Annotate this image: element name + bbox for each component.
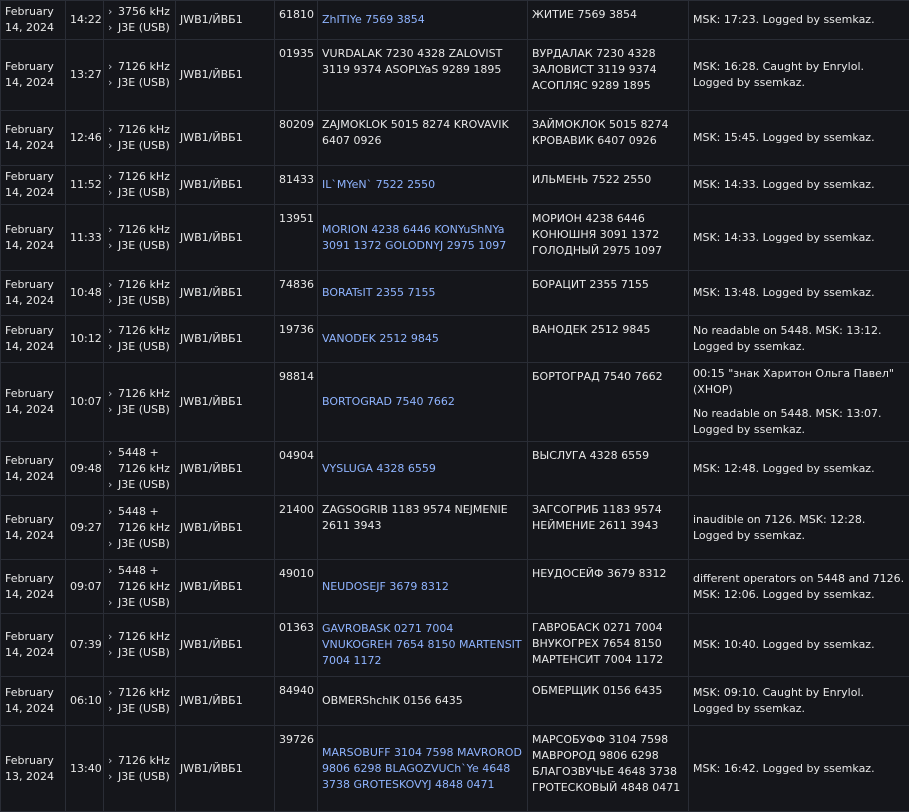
- frequency-line: [108, 339, 171, 355]
- message-link[interactable]: MORION 4238 6446 KONYuShNYa 3091 1372 GOLODNYJ 2975 1097: [322, 222, 507, 252]
- frequency-text: J3E (USB): [118, 769, 170, 783]
- comment-text: MSK: 15:45. Logged by ssemkaz.: [693, 131, 875, 144]
- date-cell: February 13, 2024: [1, 726, 66, 812]
- chevron-right-icon: ›: [108, 76, 113, 89]
- comment-text: No readable on 5448. MSK: 13:07. Logged by ssemkaz.: [693, 407, 882, 436]
- chevron-right-icon: ›: [108, 21, 113, 34]
- frequency-line: [108, 222, 171, 238]
- table-row: [1, 363, 909, 442]
- chevron-right-icon: ›: [108, 340, 113, 353]
- cyrillic-cell: ВАНОДЕК 2512 9845: [528, 316, 689, 363]
- comment-text: MSK: 16:42. Logged by ssemkaz.: [693, 761, 875, 775]
- comments-cell: [689, 111, 909, 166]
- chevron-right-icon: ›: [108, 769, 113, 783]
- date-cell: February 14, 2024: [1, 496, 66, 560]
- table-row: [1, 560, 909, 614]
- date-cell: February 14, 2024: [1, 40, 66, 111]
- frequency-text: J3E (USB): [118, 477, 170, 491]
- comment-text: MSK: 14:33. Logged by ssemkaz.: [693, 178, 875, 191]
- frequency-cell: [104, 677, 176, 726]
- time-cell: 07:39: [66, 614, 104, 677]
- frequency-text: 5448 +: [118, 563, 159, 577]
- frequency-cell: [104, 363, 176, 442]
- cyrillic-cell: ГАВРОБАСК 0271 7004 ВНУКОГРЕХ 7654 8150 МАРТЕНСИТ 7004 1172: [528, 614, 689, 677]
- frequency-line: [108, 4, 171, 20]
- comment-text: MSK: 16:28. Caught by Enrylol. Logged by ssemkaz.: [693, 60, 865, 89]
- group-cell: 98814: [275, 363, 318, 442]
- date-cell: February 14, 2024: [1, 205, 66, 271]
- comment-text: MSK: 10:40. Logged by ssemkaz.: [693, 638, 875, 651]
- date-cell: February 14, 2024: [1, 316, 66, 363]
- frequency-text: J3E (USB): [118, 646, 170, 659]
- date-cell: February 14, 2024: [1, 677, 66, 726]
- frequency-line: [108, 520, 171, 536]
- callsign-cell: JWB1/ЙВБ1: [176, 614, 275, 677]
- chevron-right-icon: ›: [108, 630, 113, 643]
- callsign-cell: JWB1/ЙВБ1: [176, 40, 275, 111]
- time-cell: 09:07: [66, 560, 104, 614]
- comments-cell: [689, 496, 909, 560]
- group-cell: 21400: [275, 496, 318, 560]
- frequency-text: J3E (USB): [118, 186, 170, 199]
- table-row: [1, 1, 909, 40]
- chevron-right-icon: ›: [108, 278, 113, 291]
- message-text: ZAJMOKLOK 5015 8274 KROVAVIK 6407 0926: [322, 118, 509, 147]
- table-row: [1, 111, 909, 166]
- table-row: [1, 166, 909, 205]
- comments-cell: [689, 205, 909, 271]
- chevron-right-icon: ›: [108, 294, 113, 307]
- callsign-cell: JWB1/ЙВБ1: [176, 726, 275, 812]
- frequency-cell: [104, 614, 176, 677]
- time-cell: 11:33: [66, 205, 104, 271]
- message-cell: [318, 560, 528, 614]
- chevron-right-icon: ›: [108, 186, 113, 199]
- message-cell: [318, 442, 528, 496]
- frequency-text: 7126 kHz: [118, 60, 170, 73]
- callsign-cell: JWB1/ЙВБ1: [176, 560, 275, 614]
- message-cell: [318, 496, 528, 560]
- frequency-text: 7126 kHz: [118, 686, 170, 699]
- frequency-text: 7126 kHz: [118, 630, 170, 643]
- comments-cell: [689, 316, 909, 363]
- time-cell: 10:12: [66, 316, 104, 363]
- time-cell: 09:27: [66, 496, 104, 560]
- frequency-line: [108, 595, 171, 611]
- comments-cell: [689, 363, 909, 442]
- frequency-text: J3E (USB): [118, 536, 170, 550]
- chevron-right-icon: ›: [108, 536, 113, 550]
- frequency-cell: [104, 726, 176, 812]
- frequency-line: [108, 685, 171, 701]
- message-cell: [318, 363, 528, 442]
- comment-text: MSK: 17:23. Logged by ssemkaz.: [693, 13, 875, 26]
- chevron-right-icon: ›: [108, 563, 113, 577]
- frequency-cell: [104, 560, 176, 614]
- callsign-cell: JWB1/ЙВБ1: [176, 111, 275, 166]
- frequency-cell: [104, 166, 176, 205]
- date-cell: February 14, 2024: [1, 1, 66, 40]
- group-cell: 81433: [275, 166, 318, 205]
- frequency-line: [108, 293, 171, 309]
- chevron-right-icon: ›: [108, 139, 113, 152]
- frequency-text: J3E (USB): [118, 595, 170, 609]
- time-cell: 13:27: [66, 40, 104, 111]
- comment-text: 00:15 "знак Харитон Ольга Павел" (ХНОР): [693, 367, 894, 396]
- chevron-right-icon: ›: [108, 5, 113, 18]
- time-cell: 13:40: [66, 726, 104, 812]
- frequency-line: [108, 629, 171, 645]
- frequency-text: 7126 kHz: [118, 278, 170, 291]
- cyrillic-cell: ИЛЬМЕНЬ 7522 2550: [528, 166, 689, 205]
- date-cell: February 14, 2024: [1, 614, 66, 677]
- date-cell: February 14, 2024: [1, 271, 66, 316]
- chevron-right-icon: ›: [108, 686, 113, 699]
- callsign-cell: JWB1/ЙВБ1: [176, 271, 275, 316]
- callsign-cell: JWB1/ЙВБ1: [176, 166, 275, 205]
- group-cell: 01935: [275, 40, 318, 111]
- frequency-line: [108, 769, 171, 785]
- message-cell: [318, 40, 528, 111]
- frequency-line: [108, 579, 171, 595]
- chevron-right-icon: ›: [108, 238, 113, 252]
- frequency-line: [108, 169, 171, 185]
- comments-cell: [689, 271, 909, 316]
- comments-cell: [689, 40, 909, 111]
- cyrillic-cell: ЗАЙМОКЛОК 5015 8274 КРОВАВИК 6407 0926: [528, 111, 689, 166]
- table-row: [1, 271, 909, 316]
- date-cell: February 14, 2024: [1, 111, 66, 166]
- date-cell: February 14, 2024: [1, 166, 66, 205]
- message-cell: [318, 677, 528, 726]
- chevron-right-icon: ›: [108, 445, 113, 459]
- table-row: [1, 205, 909, 271]
- time-cell: 10:07: [66, 363, 104, 442]
- frequency-text: 7126 kHz: [118, 579, 170, 593]
- message-link[interactable]: BORTOGRAD 7540 7662: [322, 395, 455, 408]
- frequency-line: [108, 563, 171, 579]
- comments-cell: [689, 560, 909, 614]
- chevron-right-icon: ›: [108, 170, 113, 183]
- comment-text: MSK: 12:48. Logged by ssemkaz.: [693, 461, 875, 475]
- time-cell: 12:46: [66, 111, 104, 166]
- chevron-right-icon: ›: [108, 403, 113, 416]
- frequency-line: [108, 323, 171, 339]
- message-link[interactable]: IL`MYeN` 7522 2550: [322, 178, 436, 191]
- chevron-right-icon: ›: [108, 123, 113, 136]
- callsign-cell: JWB1/ЙВБ1: [176, 1, 275, 40]
- table-row: [1, 316, 909, 363]
- frequency-text: J3E (USB): [118, 21, 170, 34]
- frequency-line: [108, 701, 171, 717]
- frequency-line: [108, 402, 171, 418]
- frequency-cell: [104, 111, 176, 166]
- table-row: [1, 496, 909, 560]
- cyrillic-cell: МОРИОН 4238 6446 КОНЮШНЯ 3091 1372 ГОЛОДНЫЙ 2975 1097: [528, 205, 689, 271]
- message-cell: [318, 1, 528, 40]
- group-cell: 01363: [275, 614, 318, 677]
- message-cell: [318, 111, 528, 166]
- frequency-text: 7126 kHz: [118, 324, 170, 337]
- comments-cell: [689, 442, 909, 496]
- table-row: [1, 677, 909, 726]
- comment-text: MSK: 09:10. Caught by Enrylol. Logged by ssemkaz.: [693, 686, 865, 715]
- comments-cell: [689, 677, 909, 726]
- frequency-cell: [104, 442, 176, 496]
- date-cell: February 14, 2024: [1, 363, 66, 442]
- frequency-text: 7126 kHz: [118, 387, 170, 400]
- frequency-line: [108, 536, 171, 552]
- group-cell: 49010: [275, 560, 318, 614]
- time-cell: 06:10: [66, 677, 104, 726]
- frequency-cell: [104, 316, 176, 363]
- callsign-cell: JWB1/ЙВБ1: [176, 205, 275, 271]
- message-text: ZAGSOGRIB 1183 9574 NEJMENIE 2611 3943: [322, 503, 508, 532]
- time-cell: 14:22: [66, 1, 104, 40]
- frequency-text: J3E (USB): [118, 340, 170, 353]
- group-cell: 39726: [275, 726, 318, 812]
- group-cell: 80209: [275, 111, 318, 166]
- frequency-line: [108, 645, 171, 661]
- frequency-text: 7126 kHz: [118, 461, 170, 475]
- comments-cell: [689, 166, 909, 205]
- frequency-text: 7126 kHz: [118, 753, 170, 767]
- message-link[interactable]: GAVROBASK 0271 7004 VNUKOGREH 7654 8150 MARTENSIT 7004 1172: [322, 622, 522, 667]
- cyrillic-cell: НЕУДОСЕЙФ 3679 8312: [528, 560, 689, 614]
- frequency-text: 5448 +: [118, 504, 159, 518]
- group-cell: 84940: [275, 677, 318, 726]
- frequency-line: [108, 122, 171, 138]
- time-cell: 09:48: [66, 442, 104, 496]
- cyrillic-cell: ВЫСЛУГА 4328 6559: [528, 442, 689, 496]
- message-link[interactable]: NEUDOSEJF 3679 8312: [322, 579, 449, 593]
- cyrillic-cell: ЗАГСОГРИБ 1183 9574 НЕЙМЕНИЕ 2611 3943: [528, 496, 689, 560]
- group-cell: 04904: [275, 442, 318, 496]
- frequency-cell: [104, 1, 176, 40]
- cyrillic-cell: БОРАЦИТ 2355 7155: [528, 271, 689, 316]
- frequency-text: J3E (USB): [118, 76, 170, 89]
- callsign-cell: JWB1/ЙВБ1: [176, 316, 275, 363]
- time-cell: 11:52: [66, 166, 104, 205]
- date-cell: February 14, 2024: [1, 560, 66, 614]
- frequency-text: 5448 +: [118, 445, 159, 459]
- frequency-text: J3E (USB): [118, 702, 170, 715]
- frequency-text: J3E (USB): [118, 403, 170, 416]
- comment-text: No readable on 5448. MSK: 13:12. Logged by ssemkaz.: [693, 324, 882, 353]
- frequency-text: 7126 kHz: [118, 222, 170, 236]
- comment-text: inaudible on 7126. MSK: 12:28. Logged by ssemkaz.: [693, 512, 866, 542]
- frequency-line: [108, 753, 171, 769]
- table-row: [1, 40, 909, 111]
- message-cell: [318, 166, 528, 205]
- message-link[interactable]: VYSLUGA 4328 6559: [322, 461, 436, 475]
- callsign-cell: JWB1/ЙВБ1: [176, 496, 275, 560]
- date-cell: February 14, 2024: [1, 442, 66, 496]
- comment-text: different operators on 5448 and 7126. MSK: 12:06. Logged by ssemkaz.: [693, 571, 905, 601]
- chevron-right-icon: ›: [108, 60, 113, 73]
- group-cell: 13951: [275, 205, 318, 271]
- frequency-line: [108, 75, 171, 91]
- chevron-right-icon: ›: [108, 324, 113, 337]
- frequency-text: 7126 kHz: [118, 123, 170, 136]
- group-cell: 74836: [275, 271, 318, 316]
- message-cell: [318, 205, 528, 271]
- message-link[interactable]: BORATsIT 2355 7155: [322, 286, 436, 299]
- message-cell: [318, 614, 528, 677]
- frequency-line: [108, 504, 171, 520]
- frequency-cell: [104, 496, 176, 560]
- table-row: [1, 726, 909, 812]
- frequency-line: [108, 386, 171, 402]
- frequency-line: [108, 20, 171, 36]
- cyrillic-cell: ОБМЕРЩИК 0156 6435: [528, 677, 689, 726]
- chevron-right-icon: ›: [108, 387, 113, 400]
- comment-text: MSK: 13:48. Logged by ssemkaz.: [693, 286, 875, 299]
- callsign-cell: JWB1/ЙВБ1: [176, 442, 275, 496]
- frequency-line: [108, 445, 171, 461]
- group-cell: 19736: [275, 316, 318, 363]
- frequency-text: 7126 kHz: [118, 170, 170, 183]
- frequency-line: [108, 185, 171, 201]
- frequency-line: [108, 238, 171, 254]
- chevron-right-icon: ›: [108, 222, 113, 236]
- chevron-right-icon: ›: [108, 646, 113, 659]
- chevron-right-icon: ›: [108, 753, 113, 767]
- frequency-line: [108, 138, 171, 154]
- message-text: OBMERShchIK 0156 6435: [322, 694, 463, 707]
- message-cell: [318, 316, 528, 363]
- callsign-cell: JWB1/ЙВБ1: [176, 363, 275, 442]
- time-cell: 10:48: [66, 271, 104, 316]
- frequency-line: [108, 461, 171, 477]
- table-row: [1, 614, 909, 677]
- message-text: VURDALAK 7230 4328 ZALOVIST 3119 9374 ASOPLYaS 9289 1895: [322, 47, 503, 76]
- message-link[interactable]: VANODEK 2512 9845: [322, 332, 439, 345]
- comments-cell: [689, 614, 909, 677]
- chevron-right-icon: ›: [108, 504, 113, 518]
- comments-cell: [689, 1, 909, 40]
- chevron-right-icon: ›: [108, 595, 113, 609]
- cyrillic-cell: МАРСОБУФФ 3104 7598 МАВРОРОД 9806 6298 БЛАГОЗВУЧЬЕ 4648 3738 ГРОТЕСКОВЫЙ 4848 0471: [528, 726, 689, 812]
- frequency-line: [108, 59, 171, 75]
- chevron-right-icon: ›: [108, 477, 113, 491]
- table-row: [1, 442, 909, 496]
- frequency-line: [108, 277, 171, 293]
- frequency-cell: [104, 205, 176, 271]
- message-link[interactable]: ZhITIYe 7569 3854: [322, 13, 425, 26]
- message-link[interactable]: MARSOBUFF 3104 7598 MAVROROD 9806 6298 BLAGOZVUCh`Ye 4648 3738 GROTESKOVYJ 4848 0471: [322, 745, 522, 791]
- cyrillic-cell: БОРТОГРАД 7540 7662: [528, 363, 689, 442]
- callsign-cell: JWB1/ЙВБ1: [176, 677, 275, 726]
- frequency-text: J3E (USB): [118, 139, 170, 152]
- chevron-right-icon: ›: [108, 702, 113, 715]
- frequency-text: J3E (USB): [118, 238, 170, 252]
- message-cell: [318, 271, 528, 316]
- frequency-text: 7126 kHz: [118, 520, 170, 534]
- frequency-cell: [104, 271, 176, 316]
- cyrillic-cell: ВУРДАЛАК 7230 4328 ЗАЛОВИСТ 3119 9374 АСОПЛЯС 9289 1895: [528, 40, 689, 111]
- frequency-line: [108, 477, 171, 493]
- frequency-cell: [104, 40, 176, 111]
- frequency-text: J3E (USB): [118, 294, 170, 307]
- comments-cell: [689, 726, 909, 812]
- frequency-text: 3756 kHz: [118, 5, 170, 18]
- group-cell: 61810: [275, 1, 318, 40]
- message-cell: [318, 726, 528, 812]
- cyrillic-cell: ЖИТИЕ 7569 3854: [528, 1, 689, 40]
- comment-text: MSK: 14:33. Logged by ssemkaz.: [693, 230, 875, 244]
